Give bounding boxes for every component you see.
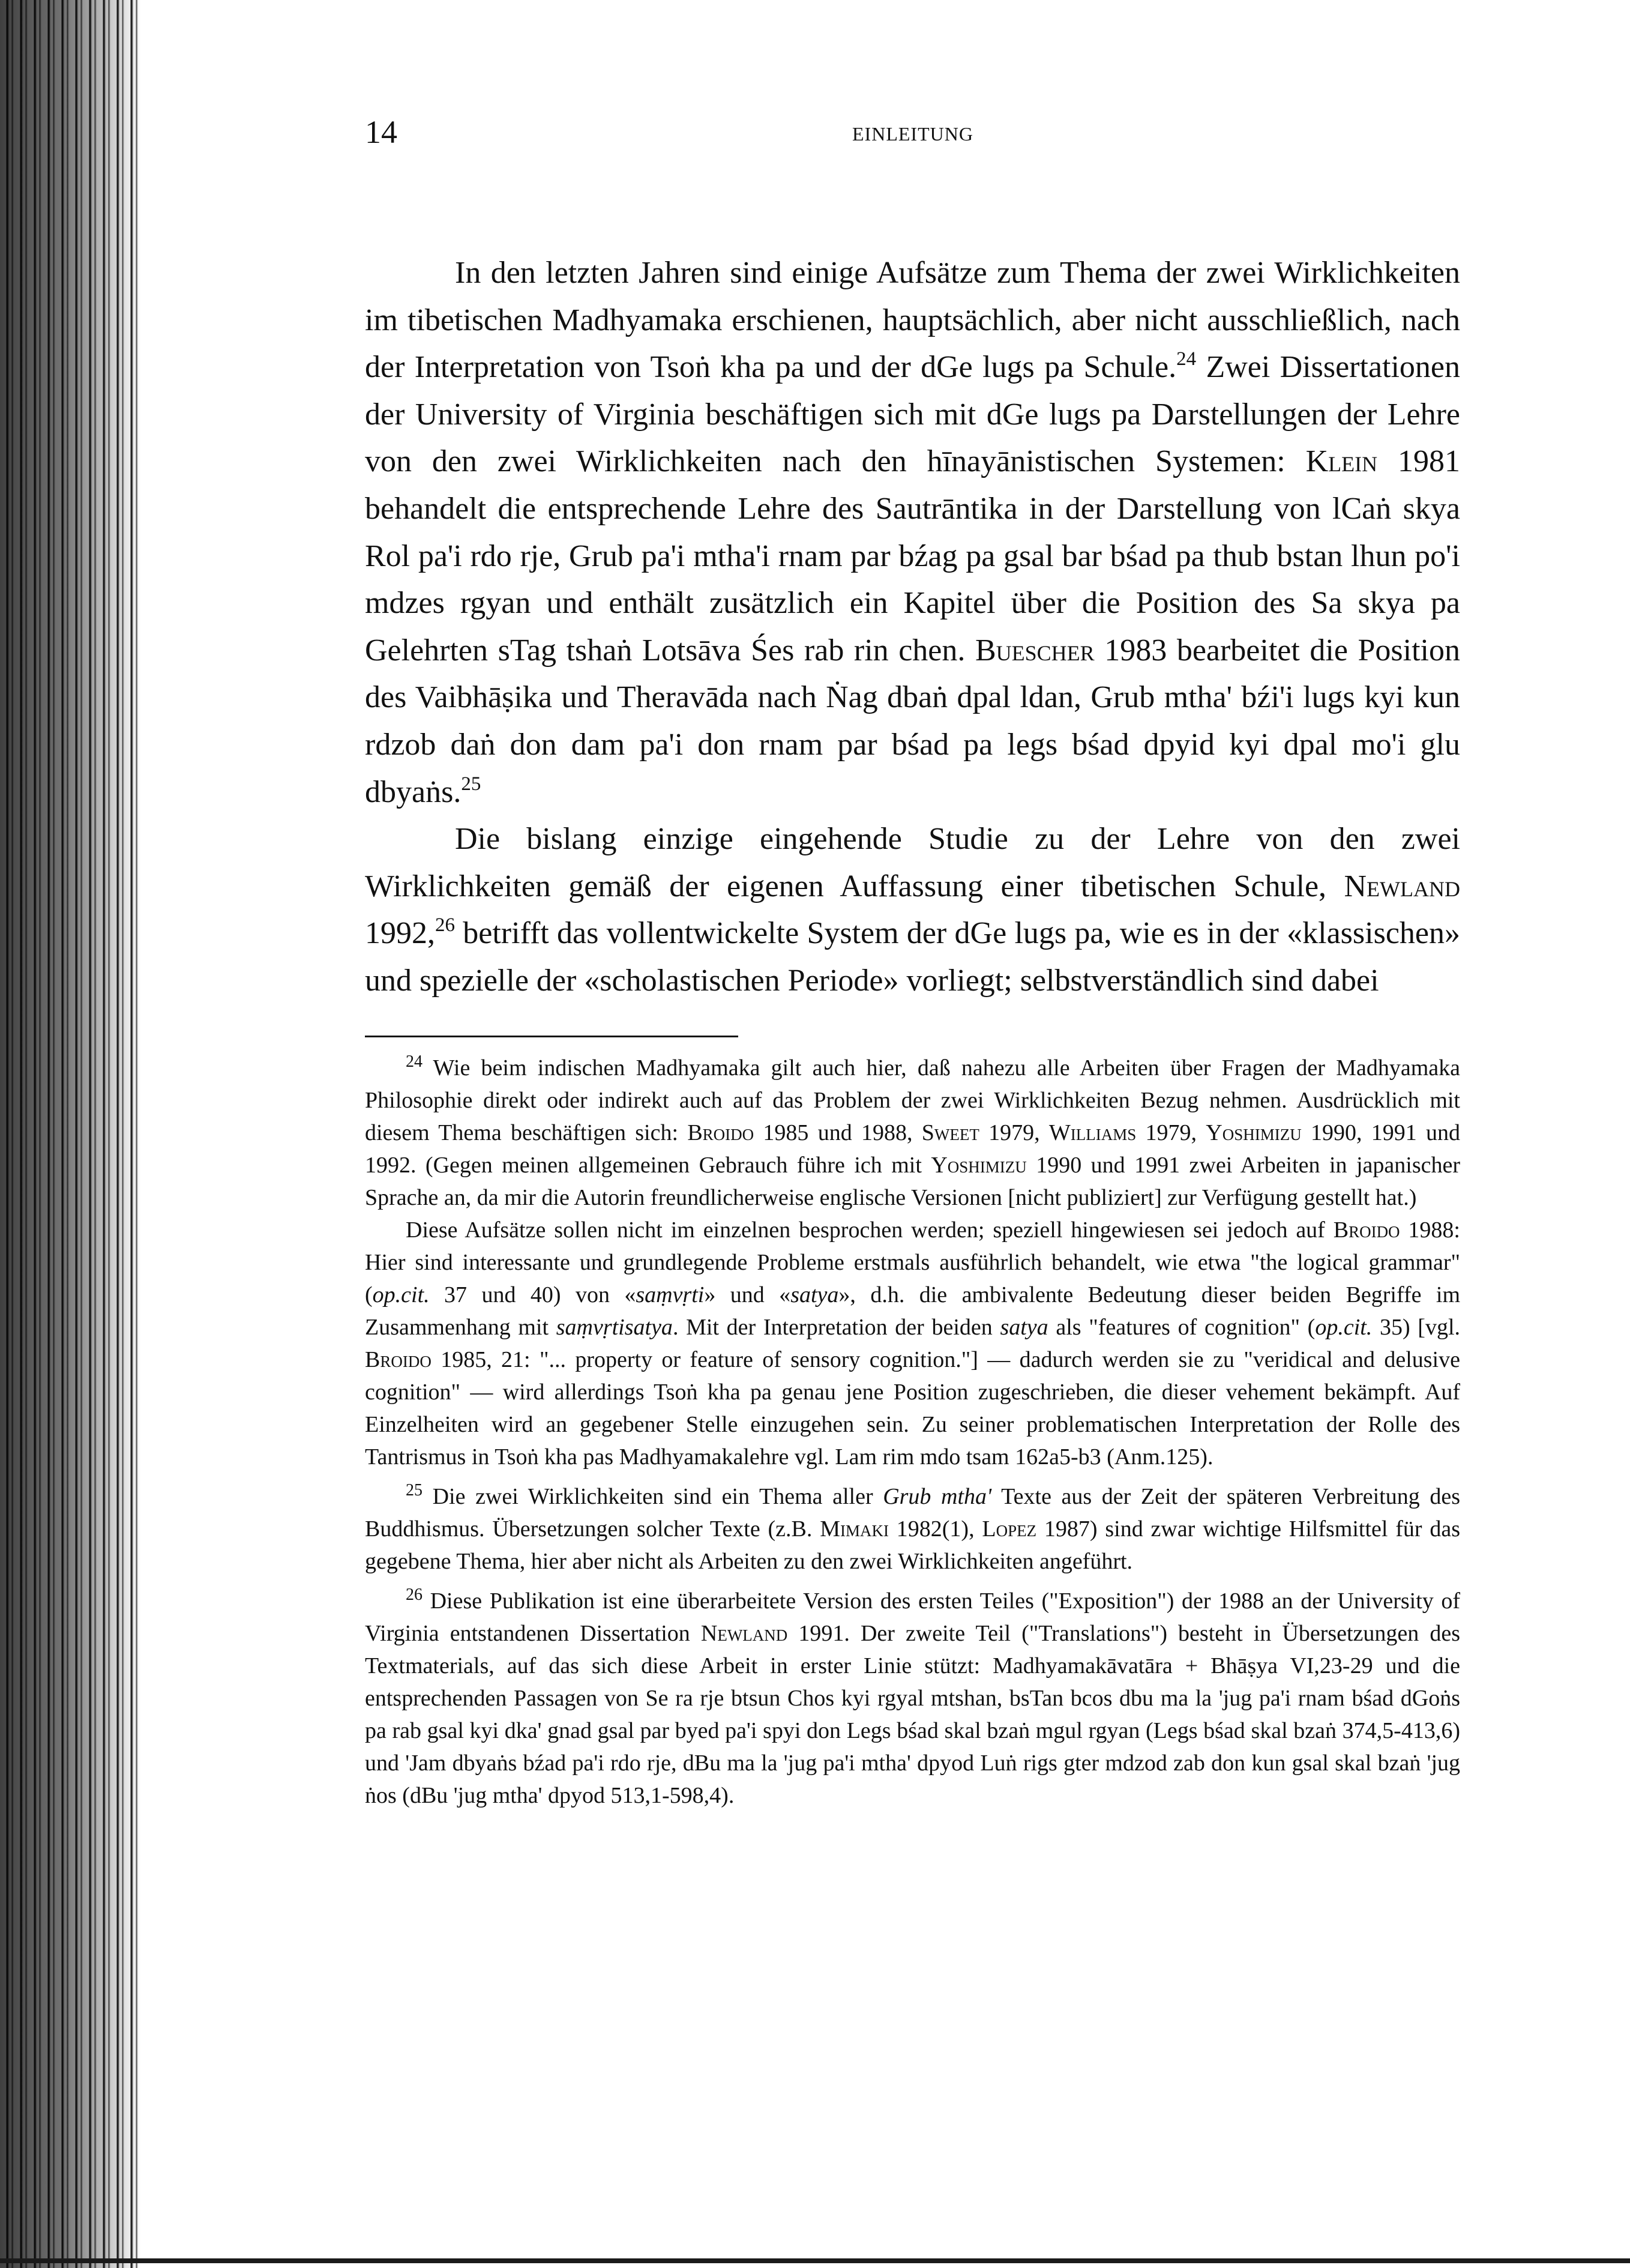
book-spine-gradient bbox=[0, 0, 141, 2268]
page-number: 14 bbox=[365, 114, 397, 150]
page-bottom-edge bbox=[0, 2258, 1630, 2263]
main-text bbox=[365, 250, 1460, 1005]
footnote-number: 24 bbox=[406, 1052, 423, 1071]
footnote-ref-25: 25 bbox=[461, 773, 481, 795]
footnote-24-continued: Diese Aufsätze sollen nicht im einzelnen besprochen werden; speziell hingewiesen sei jedoch auf Broido 1988: Hier sind interessante und grundlegende Probleme erstmals ausführlich behandelt, wie etwa "the logical grammar" (op.cit. 37 und 40) von «saṃvṛti» und «satya», d.h. die ambivalente Bedeutung dieser beiden Begriffe im Zusammenhang mit saṃvṛtisatya. Mit der Interpretation der beiden satya als "features of cognition" (op.cit. 35) [vgl. Broido 1985, 21: "... property or feature of sensory cognition."] — dadurch werden sie zu "veridical and delusive cognition" — wird allerdings Tsoṅ kha pa genau jene Position zugeschrieben, die dieser vehement bekämpft. Auf Einzelheiten wird an gegebener Stelle einzugehen sein. Zu seiner problematischen Interpretation der Rolle des Tantrismus in Tsoṅ kha pas Madhyamakalehre vgl. Lam rim mdo tsam 162a5-b3 (Anm.125). bbox=[365, 1217, 1461, 1470]
author-name: Newland bbox=[1344, 869, 1460, 903]
footnote-25: $^{25}$ Die zwei Wirklichkeiten sind ein Thema aller Grub mtha' Texte aus der Zeit der späteren Verbreitung des Buddhismus. Übersetzungen solcher Texte (z.B. Mimaki 1982(1), Lopez 1987) sind zwar wichtige Hilfsmittel für das gegebene Thema, hier aber nicht als Arbeiten zu den zwei Wirklichkeiten angeführt. bbox=[365, 1481, 1460, 1574]
footnote-24: $^{24}$ Wie beim indischen Madhyamaka gilt auch hier, daß nahezu alle Arbeiten über Fragen der Madhyamaka Philosophie direkt oder indirekt auch auf das Problem der zwei Wirklichkeiten Bezug nehmen. Ausdrücklich mit diesem Thema beschäftigen sich: Broido 1985 und 1988, Sweet 1979, Williams 1979, Yoshimizu 1990, 1991 und 1992. (Gegen meinen allgemeinen Gebrauch führe ich mit Yoshimizu 1990 und 1991 zwei Arbeiten in japanischer Sprache an, da mir die Autorin freundlicherweise englische Versionen [nicht publiziert] zur Verfügung gestellt hat.) bbox=[365, 1052, 1461, 1210]
footnote-ref-26: 26 bbox=[435, 914, 455, 936]
author-name: Buescher bbox=[975, 633, 1095, 668]
body-paragraph: Die bislang einzige eingehende Studie zu der Lehre von den zwei Wirklichkeiten gemäß der eigenen Auffassung einer tibetischen Schule, Newland 1992,26 betrifft das vollentwickelte System der dGe lugs pa, wie es in der «klassischen» und spezielle der «scholastischen Periode» vorliegt; selbstverständlich sind dabei bbox=[365, 822, 1460, 998]
footnote-number: 25 bbox=[406, 1481, 423, 1500]
running-head: EINLEITUNG bbox=[852, 123, 973, 145]
footnote-number: 26 bbox=[406, 1585, 423, 1604]
body-paragraph: In den letzten Jahren sind einige Aufsätze zum Thema der zwei Wirklichkeiten im tibetischen Madhyamaka erschienen, hauptsächlich, aber nicht ausschließlich, nach der Interpretation von Tsoṅ kha pa und der dGe lugs pa Schule.$^{24}$ Zwei Dissertationen der University of Virginia beschäftigen sich mit dGe lugs pa Darstellungen der Lehre von den zwei Wirklichkeiten nach den hīnayānistischen Systemen: Klein 1981 behandelt die entsprechende Lehre des Sautrāntika in der Darstellung von lCaṅ skya Rol pa'i rdo rje, Grub pa'i mtha'i rnam par bźag pa gsal bar bśad pa thub bstan lhun po'i mdzes rgyan und enthält zusätzlich ein Kapitel über die Position des Sa skya pa Gelehrten sTag tshaṅ Lotsāva Śes rab rin chen. Buescher 1983 bearbeitet die Position des Vaibhāṣika und Theravāda nach Ṅag dbaṅ dpal ldan, Grub mtha' bźi'i lugs kyi kun rdzob daṅ don dam pa'i don rnam par bśad pa legs bśad dpyid kyi dpal mo'i glu dbyaṅs.$^{25}$ bbox=[365, 256, 1461, 809]
footnote-26: $^{26}$ Diese Publikation ist eine überarbeitete Version des ersten Teiles ("Exposition") der 1988 an der University of Virginia entstandenen Dissertation Newland 1991. Der zweite Teil ("Translations") besteht in Übersetzungen des Textmaterials, auf das sich diese Arbeit in erster Linie stützt: Madhyamakāvatāra + Bhāṣya VI,23-29 und die entsprechenden Passagen von Se ra rje btsun Chos kyi rgyal mtshan, bsTan bcos dbu ma la 'jug pa'i rnam bśad dGoṅs pa rab gsal kyi dka' gnad gsal par byed pa'i spyi don Legs bśad skal bzaṅ mgul rgyan (Legs bśad skal bzaṅ 374,5-413,6) und 'Jam dbyaṅs bźad pa'i rdo rje, dBu ma la 'jug pa'i mtha' dpyod Luṅ rigs gter mdzod zab don kun gsal skal bzaṅ 'jug ṅos (dBu 'jug mtha' dpyod 513,1-598,4). bbox=[365, 1585, 1461, 1808]
author-name: Klein bbox=[1305, 444, 1378, 479]
footnote-ref-24: 24 bbox=[1176, 348, 1197, 370]
footnote-rule bbox=[365, 1036, 738, 1037]
footnotes bbox=[365, 1052, 1460, 1812]
